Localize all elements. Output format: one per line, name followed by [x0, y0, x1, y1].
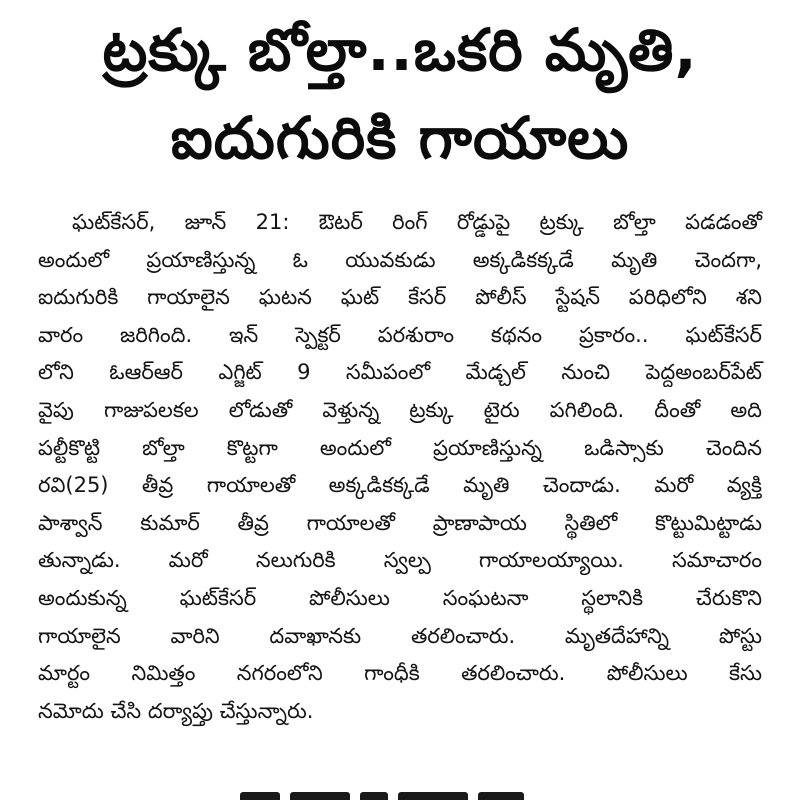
- body-line-7: పల్టీకొట్టి బోల్తా కొట్టగా అందులో ప్రయాణిస్తున్న ఒడిస్సాకు చెందిన: [38, 435, 762, 460]
- next-headline-cutoff: [240, 792, 560, 800]
- body-line-12: గాయాలైన వారిని దవాఖానకు తరలించారు. మృతదేహాన్ని పోస్టు: [38, 623, 762, 648]
- article-body: [38, 204, 762, 730]
- body-line-13: మార్టం నిమిత్తం నగరంలోని గాంధీకి తరలించారు. పోలీసులు కేసు: [38, 661, 762, 686]
- body-line-2: అందులో ప్రయాణిస్తున్న ఓ యువకుడు అక్కడికక్కడే మృతి చెందగా,: [38, 247, 762, 272]
- body-line-5: లోని ఓఆర్ఆర్ ఎగ్జిట్ 9 సమీపంలో మేడ్చల్ నుంచి పెద్దఅంబర్‌పేట్: [38, 360, 762, 385]
- headline-line-2: ఐదుగురికి గాయాలు: [170, 104, 630, 172]
- body-line-11: అందుకున్న ఘట్‌కేసర్ పోలీసులు సంఘటనా స్థలానికి చేరుకొని: [38, 585, 762, 610]
- body-line-8: రవి(25) తీవ్ర గాయాలతో అక్కడికక్కడే మృతి చెందాడు. మరో వ్యక్తి: [38, 473, 762, 498]
- body-line-1: ఘట్‌కేసర్, జూన్ 21: ఔటర్ రింగ్ రోడ్డుపై ట్రక్కు బోల్తా పడడంతో: [72, 210, 762, 234]
- body-line-3: ఐదుగురికి గాయాలైన ఘటన ఘట్ కేసర్ పోలీస్ స్టేషన్ పరిధిలోని శని: [38, 285, 762, 310]
- body-line-9: పాశ్వాన్ కుమార్ తీవ్ర గాయాలతో ప్రాణాపాయ స్థితిలో కొట్టుమిట్టాడు: [38, 510, 762, 535]
- headline-line-1: ట్రక్కు బోల్తా..ఒకరి మృతి,: [102, 16, 698, 84]
- body-line-4: వారం జరిగింది. ఇన్ స్పెక్టర్ పరశురాం కథనం ప్రకారం.. ఘట్‌కేసర్: [38, 322, 762, 347]
- body-line-10: తున్నాడు. మరో నలుగురికి స్వల్ప గాయాలయ్యాయి. సమాచారం: [38, 548, 762, 573]
- headline: [0, 6, 800, 182]
- body-line-14: నమోదు చేసి దర్యాప్తు చేస్తున్నారు.: [38, 698, 314, 723]
- body-line-6: వైపు గాజుపలకల లోడుతో వెళ్తున్న ట్రక్కు టైరు పగిలింది. దీంతో అది: [38, 397, 762, 422]
